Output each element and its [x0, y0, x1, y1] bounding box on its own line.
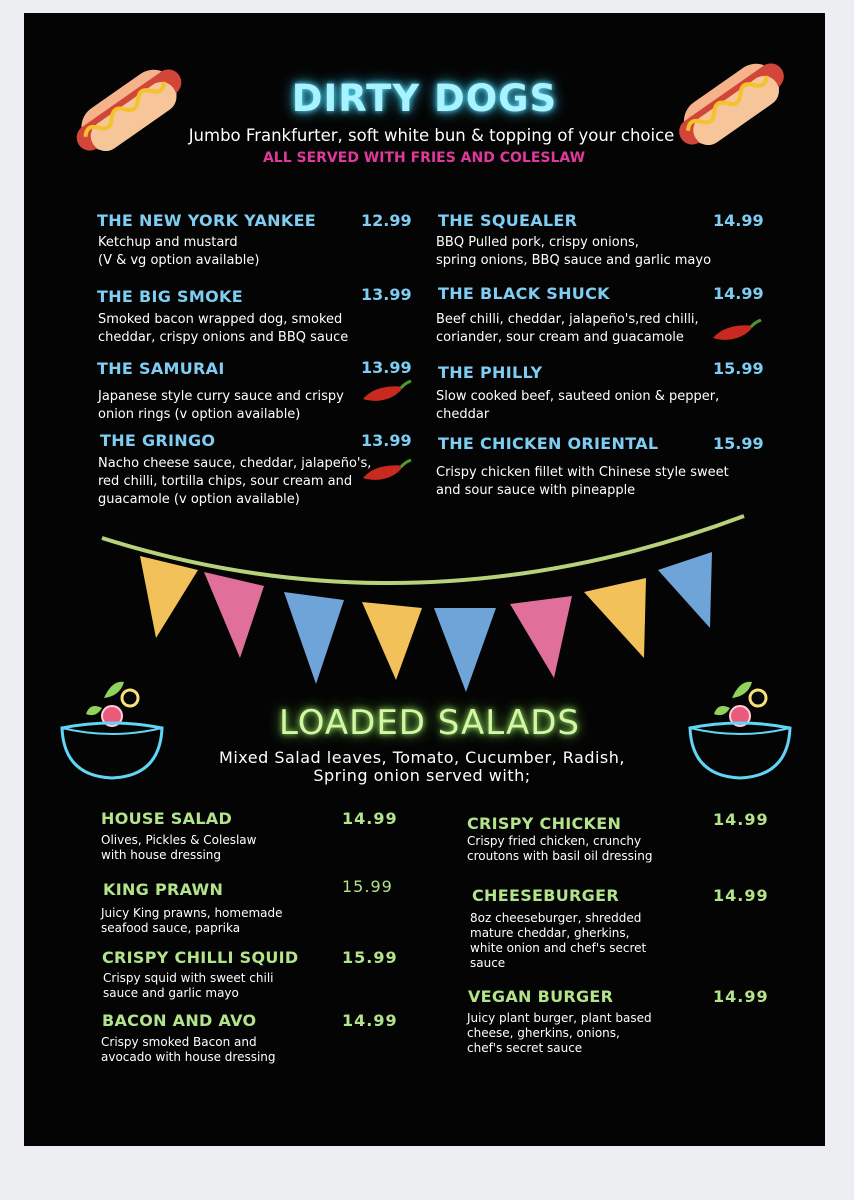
salad-price: 14.99 [342, 809, 398, 828]
hotdog-price: 13.99 [361, 358, 412, 377]
salad-section-title: LOADED SALADS [278, 703, 581, 743]
salad-price: 14.99 [713, 886, 769, 905]
hotdog-note: ALL SERVED WITH FRIES AND COLESLAW [262, 150, 586, 166]
salad-description: Crispy smoked Bacon and avocado with house dressing [101, 1035, 276, 1064]
hotdog-name: THE PHILLY [438, 363, 543, 382]
salad-description: Juicy plant burger, plant based cheese, gherkins, onions, chef's secret sauce [467, 1011, 652, 1055]
hotdog-description: BBQ Pulled pork, crispy onions, spring onions, BBQ sauce and garlic mayo [436, 235, 712, 268]
hotdog-description: Ketchup and mustard (V & vg option available) [98, 235, 260, 268]
hotdog-description: Beef chilli, cheddar, jalapeño's,red chilli, coriander, sour cream and guacamole [436, 312, 699, 345]
hotdog-description: Smoked bacon wrapped dog, smoked cheddar, crispy onions and BBQ sauce [98, 312, 349, 345]
hotdog-price: 15.99 [713, 359, 764, 378]
hotdog-description: Nacho cheese sauce, cheddar, jalapeño's, red chilli, tortilla chips, sour cream and guacamole (v option available) [98, 456, 372, 507]
hotdog-price: 14.99 [713, 211, 764, 230]
salad-description: Crispy fried chicken, crunchy croutons with basil oil dressing [467, 834, 653, 863]
salad-subtitle: Mixed Salad leaves, Tomato, Cucumber, Radish, Spring onion served with; [219, 748, 625, 785]
chilli-pepper-icon [709, 318, 763, 348]
hotdog-price: 14.99 [713, 284, 764, 303]
salad-name: VEGAN BURGER [468, 987, 614, 1006]
salad-name: CHEESEBURGER [472, 886, 619, 905]
hotdog-price: 13.99 [361, 431, 412, 450]
hotdog-description: Crispy chicken fillet with Chinese style sweet and sour sauce with pineapple [436, 465, 729, 498]
hotdog-price: 15.99 [713, 434, 764, 453]
salad-name: CRISPY CHILLI SQUID [102, 948, 299, 967]
bunting-flags [98, 508, 748, 698]
salad-description: Crispy squid with sweet chili sauce and garlic mayo [103, 971, 274, 1000]
chilli-pepper-icon [359, 379, 413, 409]
salad-name: HOUSE SALAD [101, 809, 233, 828]
chilli-pepper-icon [359, 458, 413, 488]
menu-page [24, 13, 825, 1146]
hotdog-name: THE CHICKEN ORIENTAL [438, 434, 659, 453]
hotdog-description: Slow cooked beef, sauteed onion & pepper, cheddar [436, 389, 720, 422]
salad-description: Juicy King prawns, homemade seafood sauce, paprika [101, 906, 283, 935]
hotdog-name: THE SQUEALER [438, 211, 578, 230]
salad-description: 8oz cheeseburger, shredded mature cheddar, gherkins, white onion and chef's secret sauce [470, 911, 647, 970]
hotdog-name: THE BIG SMOKE [97, 287, 243, 306]
salad-price: 14.99 [713, 987, 769, 1006]
salad-name: KING PRAWN [103, 880, 224, 899]
hotdog-section-title: DIRTY DOGS [291, 77, 558, 120]
hotdog-description: Japanese style curry sauce and crispy onion rings (v option available) [98, 389, 344, 422]
salad-name: BACON AND AVO [102, 1011, 257, 1030]
salad-name: CRISPY CHICKEN [467, 814, 622, 833]
salad-price: 14.99 [713, 810, 769, 829]
hotdog-name: THE GRINGO [100, 431, 216, 450]
salad-description: Olives, Pickles & Coleslaw with house dressing [101, 833, 257, 862]
hotdog-price: 13.99 [361, 285, 412, 304]
hotdog-name: THE SAMURAI [97, 359, 225, 378]
hotdog-name: THE NEW YORK YANKEE [97, 211, 317, 230]
hotdog-name: THE BLACK SHUCK [438, 284, 610, 303]
salad-price: 14.99 [342, 1011, 398, 1030]
salad-price: 15.99 [342, 948, 398, 967]
salad-price: 15.99 [342, 877, 393, 896]
hotdog-subtitle: Jumbo Frankfurter, soft white bun & topping of your choice [188, 126, 675, 145]
hotdog-price: 12.99 [361, 211, 412, 230]
